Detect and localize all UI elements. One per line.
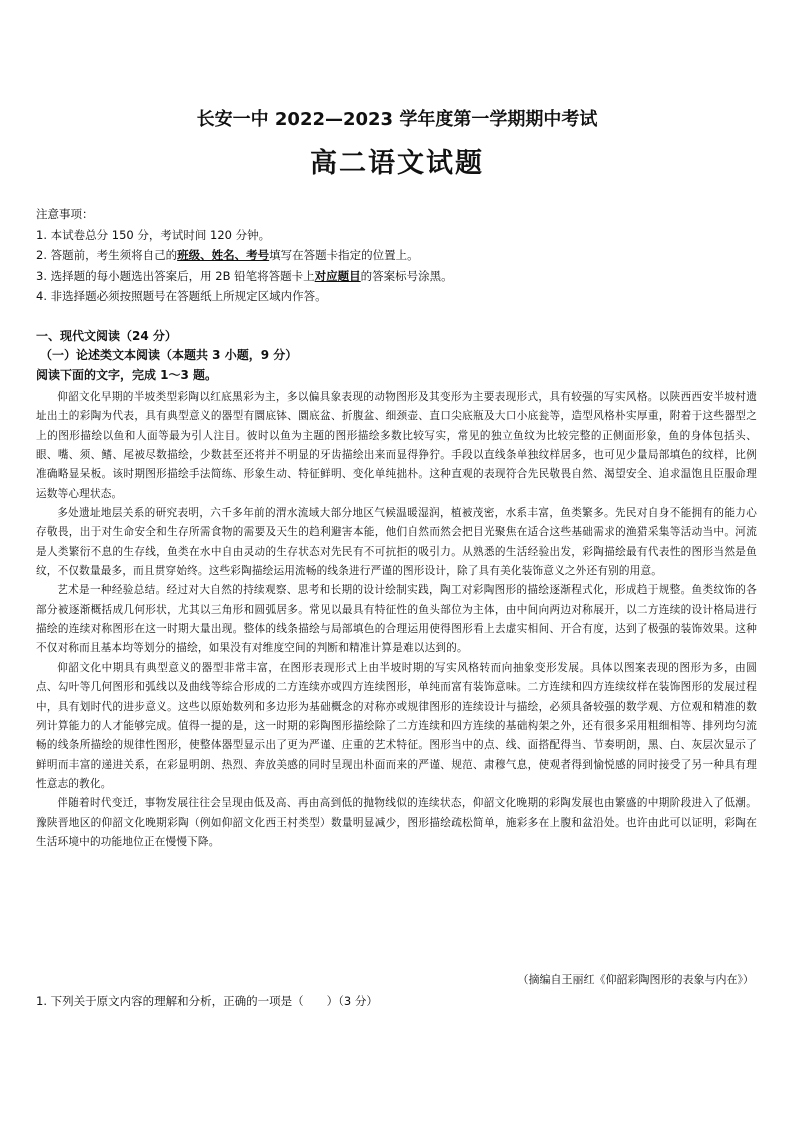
- note-item-3-emphasis: 对应题目: [314, 268, 361, 283]
- subsection-heading: （一）论述类文本阅读（本题共 3 小题，9 分）: [40, 348, 298, 362]
- note-item-3-post: 的答案标号涂黑。: [360, 268, 453, 283]
- passage-source: （摘编自王丽红《仰韶彩陶图形的表象与内在》）: [517, 973, 754, 986]
- passage-paragraph-2: 多处遗址地层关系的研究表明，六千多年前的渭水流域大部分地区气候温暖湿润，植被茂密，水系丰富，鱼类繁多。先民对自身不能拥有的能力心存敬畏，出于对生命安全和生存所需食物的需要及天生的趋利避害本能，他们自然而然会把目光聚焦在适合这些基础需求的渔猎采集等活动当中。河流是人类繁衍不息的生存线，鱼类在水中自由灵动的生存状态对先民有不可抗拒的吸引力。从熟悉的生活经验出发，彩陶描绘最有代表性的图形当然是鱼纹，不仅数量最多，而且贯穿始终。这些彩陶描绘运用流畅的线条进行严谨的图形设计，除了具有美化装饰意义之外还有别的用意。: [36, 507, 757, 578]
- note-item-3: [36, 266, 756, 287]
- note-item-2-post: 填写在答题卡指定的位置上。: [269, 248, 419, 262]
- exam-notes: [36, 204, 756, 307]
- reading-passage: [36, 388, 757, 852]
- reading-instruction: 阅读下面的文字，完成 1～3 题。: [36, 368, 218, 382]
- question-1: 1. 下列关于原文内容的理解和分析，正确的一项是（ ）（3 分）: [36, 994, 378, 1008]
- note-item-1: 1. 本试卷总分 150 分，考试时间 120 分钟。: [36, 227, 271, 242]
- passage-paragraph-1: 仰韶文化早期的半坡类型彩陶以红底黑彩为主，多以偏具象表现的动物图形及其变形为主要表现形式，具有较强的写实风格。以陕西西安半坡村遗址出土的彩陶为代表，具有典型意义的器型有圜底钵、圜底盆、折腹盆、细颈壶、直口尖底瓶及大口小底瓮等，造型风格朴实厚重，附着于这些器型之上的图形描绘以鱼和人面等最为引人注目。彼时以鱼为主题的图形描绘多数比较写实，常见的独立鱼纹为比较完整的正侧面形象，鱼的身体包括头、眼、嘴、须、鳍、尾被尽数描绘，少数甚至还将并不明显的牙齿描绘出来而显得狰狞。手段以直线条单独纹样居多，也可见少量局部填色的纹样，比例准确略显呆板。该时期图形描绘手法简练、形象生动、特征鲜明、变化单纯拙朴。这种直观的表现符合先民敬畏自然、渴望安全、追求温饱且臣服命理运数等心理状态。: [36, 391, 757, 500]
- note-item-2-pre: 2. 答题前，考生须将自己的: [36, 248, 178, 262]
- note-item-3-pre: 3. 选择题的每小题选出答案后，用 2B 铅笔将答题卡上: [36, 268, 315, 283]
- subject-title: 高二语文试题: [310, 148, 484, 179]
- passage-paragraph-3: 艺术是一种经验总结。经过对大自然的持续观察、思考和长期的设计绘制实践，陶工对彩陶图形的描绘逐渐程式化，形成趋于规整。鱼类纹饰的各部分被逐渐概括成几何形状，尤其以三角形和圆弧居多。常见以最具有特征性的鱼头部位为主体，由中间向两边对称展开，以二方连续的设计格局进行描绘的连续对称图形在这一时期大量出现。整体的线条描绘与局部填色的合理运用使得图形看上去虚实相间、开合有度，达到了极强的装饰效果。这种不仅对称而且基本均等划分的描绘，如果没有对维度空间的判断和精准计算是难以达到的。: [36, 584, 757, 655]
- notes-heading: 注意事项：: [36, 207, 94, 221]
- note-item-4: 4. 非选择题必须按照题号在答题纸上所规定区域内作答。: [36, 289, 327, 303]
- note-item-2: [36, 245, 756, 266]
- passage-paragraph-5: 伴随着时代变迁，事物发展往往会呈现由低及高、再由高到低的抛物线似的连续状态，仰韶文化晚期的彩陶发展也由繁盛的中期阶段进入了低潮。豫陕晋地区的仰韶文化晚期彩陶（例如仰韶文化西王村类型）数量明显减少，图形描绘疏松简单，施彩多在上腹和盆沿处。也许由此可以证明，彩陶在生活环境中的功能地位正在慢慢下降。: [36, 797, 757, 848]
- note-item-2-emphasis: 班级、姓名、考号: [177, 248, 270, 262]
- passage-paragraph-4: 仰韶文化中期具有典型意义的器型非常丰富，在图形表现形式上由半坡时期的写实风格转而向抽象变形发展。具体以图案表现的图形为多，由圆点、勾叶等几何图形和弧线以及曲线等综合形成的二方连续亦或四方连续图形，单纯而富有装饰意味。二方连续和四方连续纹样在装饰图形的发展过程中，具有划时代的进步意义。这些以原始数列和多边形为基础概念的对称亦或规律图形的连续设计与描绘，必须具备较强的数学观、方位观和精准的数列计算能力的人才能够完成。值得一提的是，这一时期的彩陶图形描绘除了二方连续和四方连续的基础构架之外，还有很多采用粗细相等、排列均匀流畅的线条所描绘的规律性图形，使整体器型显示出了更为严谨、庄重的艺术特征。图形当中的点、线、面搭配得当、节奏明朗，黑、白、灰层次显示了鲜明而丰富的递进关系，在彩显明朗、热烈、奔放美感的同时呈现出朴面而来的严谨、规范、肃穆气息，使观者得到愉悦感的同时接受了另一种具有理性意志的教化。: [36, 661, 757, 790]
- exam-title: 长安一中 2022—2023 学年度第一学期期中考试: [196, 109, 598, 130]
- section-heading: 一、现代文阅读（24 分）: [36, 329, 177, 343]
